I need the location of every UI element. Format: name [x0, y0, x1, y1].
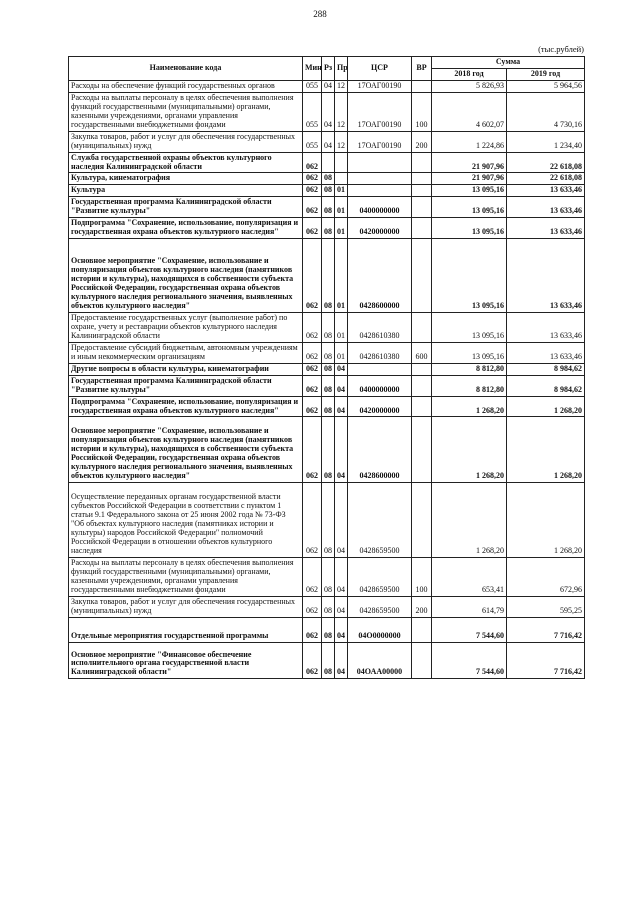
- cell-vr: [412, 483, 432, 558]
- cell-min: 055: [303, 131, 322, 152]
- cell-csr: 0428610380: [348, 312, 412, 342]
- cell-rz: 08: [322, 239, 335, 313]
- cell-name: Государственная программа Калининградской области "Развитие культуры": [69, 375, 303, 396]
- cell-y2018: 13 095,16: [432, 342, 507, 363]
- cell-pr: 01: [335, 185, 348, 197]
- cell-csr: 0428610380: [348, 342, 412, 363]
- cell-y2018: 13 095,16: [432, 218, 507, 239]
- cell-y2019: 1 268,20: [507, 417, 585, 483]
- table-row: [69, 617, 585, 642]
- table-row: [69, 185, 585, 197]
- cell-min: 062: [303, 396, 322, 417]
- table-row: [69, 557, 585, 596]
- cell-min: 062: [303, 375, 322, 396]
- header-2018: 2018 год: [432, 68, 507, 80]
- cell-vr: [412, 197, 432, 218]
- cell-csr: 0420000000: [348, 396, 412, 417]
- cell-y2018: 7 544,60: [432, 617, 507, 642]
- cell-y2019: 13 633,46: [507, 197, 585, 218]
- header-rz: Рз: [322, 57, 335, 81]
- cell-y2019: 672,96: [507, 557, 585, 596]
- cell-vr: [412, 173, 432, 185]
- cell-rz: [322, 152, 335, 173]
- unit-note: (тыс.рублей): [538, 44, 584, 54]
- header-2019: 2019 год: [507, 68, 585, 80]
- cell-csr: 0428659500: [348, 596, 412, 617]
- table-row: [69, 396, 585, 417]
- cell-min: 062: [303, 557, 322, 596]
- cell-csr: 0428659500: [348, 557, 412, 596]
- cell-y2019: 13 633,46: [507, 239, 585, 313]
- cell-y2019: 22 618,08: [507, 173, 585, 185]
- cell-name: Культура: [69, 185, 303, 197]
- cell-name: Расходы на обеспечение функций государственных органов: [69, 80, 303, 92]
- header-pr: Пр: [335, 57, 348, 81]
- cell-vr: [412, 617, 432, 642]
- cell-csr: 0400000000: [348, 197, 412, 218]
- cell-y2018: 1 268,20: [432, 396, 507, 417]
- cell-min: 062: [303, 185, 322, 197]
- cell-vr: 600: [412, 342, 432, 363]
- cell-pr: 12: [335, 131, 348, 152]
- cell-rz: 08: [322, 173, 335, 185]
- cell-min: 055: [303, 80, 322, 92]
- cell-name: Подпрограмма "Сохранение, использование, популяризация и государственная охрана объектов культурного наследия": [69, 218, 303, 239]
- cell-rz: 08: [322, 483, 335, 558]
- cell-vr: [412, 396, 432, 417]
- cell-y2018: 13 095,16: [432, 312, 507, 342]
- cell-y2018: 8 812,80: [432, 375, 507, 396]
- cell-name: Государственная программа Калининградской области "Развитие культуры": [69, 197, 303, 218]
- cell-vr: [412, 152, 432, 173]
- cell-pr: 01: [335, 197, 348, 218]
- cell-vr: [412, 642, 432, 679]
- header-name: Наименование кода: [69, 57, 303, 81]
- cell-pr: 04: [335, 483, 348, 558]
- cell-pr: [335, 152, 348, 173]
- cell-y2019: 7 716,42: [507, 642, 585, 679]
- cell-vr: 200: [412, 131, 432, 152]
- cell-rz: 08: [322, 557, 335, 596]
- cell-y2018: 653,41: [432, 557, 507, 596]
- cell-y2019: 1 268,20: [507, 396, 585, 417]
- table-row: [69, 197, 585, 218]
- table-row: [69, 342, 585, 363]
- cell-pr: 04: [335, 617, 348, 642]
- cell-pr: 04: [335, 417, 348, 483]
- cell-name: Расходы на выплаты персоналу в целях обеспечения выполнения функций государственными (муниципальными) органами, казенными учреждениями, органами управления государственными внебюджетными фондами: [69, 557, 303, 596]
- cell-vr: [412, 239, 432, 313]
- cell-y2018: 21 907,96: [432, 152, 507, 173]
- cell-name: Закупка товаров, работ и услуг для обеспечения государственных (муниципальных) нужд: [69, 131, 303, 152]
- cell-csr: 04ОАА00000: [348, 642, 412, 679]
- table-row: [69, 152, 585, 173]
- table-row: [69, 173, 585, 185]
- cell-y2018: 13 095,16: [432, 197, 507, 218]
- cell-y2019: 13 633,46: [507, 312, 585, 342]
- cell-name: Предоставление государственных услуг (выполнение работ) по охране, учету и реставрации объектов культурного наследия Калининградской области: [69, 312, 303, 342]
- cell-min: 062: [303, 312, 322, 342]
- table-row: [69, 596, 585, 617]
- cell-min: 062: [303, 642, 322, 679]
- cell-rz: 08: [322, 417, 335, 483]
- cell-y2018: 7 544,60: [432, 642, 507, 679]
- cell-rz: 04: [322, 80, 335, 92]
- cell-vr: [412, 363, 432, 375]
- cell-rz: 08: [322, 312, 335, 342]
- cell-csr: [348, 185, 412, 197]
- cell-csr: 0400000000: [348, 375, 412, 396]
- cell-min: 062: [303, 617, 322, 642]
- cell-y2019: 1 234,40: [507, 131, 585, 152]
- cell-min: 062: [303, 173, 322, 185]
- table-row: [69, 363, 585, 375]
- table-row: [69, 417, 585, 483]
- cell-rz: 04: [322, 131, 335, 152]
- cell-rz: 08: [322, 617, 335, 642]
- cell-name: Основное мероприятие "Финансовое обеспечение исполнительного органа государственной власти Калининградской области": [69, 642, 303, 679]
- cell-min: 062: [303, 239, 322, 313]
- cell-pr: [335, 173, 348, 185]
- cell-rz: 08: [322, 596, 335, 617]
- cell-min: 062: [303, 152, 322, 173]
- cell-y2018: 13 095,16: [432, 239, 507, 313]
- cell-min: 062: [303, 218, 322, 239]
- cell-csr: 0420000000: [348, 218, 412, 239]
- cell-vr: [412, 185, 432, 197]
- cell-min: 062: [303, 417, 322, 483]
- cell-y2018: 1 224,86: [432, 131, 507, 152]
- cell-rz: 08: [322, 197, 335, 218]
- cell-y2018: 5 826,93: [432, 80, 507, 92]
- header-csr: ЦСР: [348, 57, 412, 81]
- cell-pr: 12: [335, 92, 348, 131]
- cell-pr: 04: [335, 596, 348, 617]
- cell-y2018: 1 268,20: [432, 417, 507, 483]
- cell-csr: 17ОАГ00190: [348, 92, 412, 131]
- cell-min: 062: [303, 483, 322, 558]
- cell-y2018: 21 907,96: [432, 173, 507, 185]
- budget-table: [68, 56, 585, 679]
- cell-rz: 08: [322, 185, 335, 197]
- cell-name: Расходы на выплаты персоналу в целях обеспечения выполнения функций государственными (муниципальными) органами, казенными учреждениями, органами управления государственными внебюджетными фондами: [69, 92, 303, 131]
- cell-y2019: 595,25: [507, 596, 585, 617]
- cell-name: Осуществление переданных органам государственной власти субъектов Российской Федерации в соответствии с пунктом 1 статьи 9.1 Федерального закона от 25 июня 2002 года № 73-ФЗ "Об объектах культурного наследия (памятниках истории и культуры) народов Российской Федерации" полномочий Российской Федерации в отношении объектов культурного наследия: [69, 483, 303, 558]
- cell-rz: 08: [322, 375, 335, 396]
- cell-vr: [412, 80, 432, 92]
- cell-y2019: 5 964,56: [507, 80, 585, 92]
- cell-y2019: 13 633,46: [507, 185, 585, 197]
- cell-csr: 0428600000: [348, 417, 412, 483]
- cell-y2019: 7 716,42: [507, 617, 585, 642]
- cell-vr: 200: [412, 596, 432, 617]
- table-row: [69, 642, 585, 679]
- table-row: [69, 218, 585, 239]
- cell-y2018: 1 268,20: [432, 483, 507, 558]
- cell-rz: 08: [322, 396, 335, 417]
- table-row: [69, 131, 585, 152]
- cell-name: Другие вопросы в области культуры, кинематографии: [69, 363, 303, 375]
- cell-pr: 01: [335, 218, 348, 239]
- cell-pr: 01: [335, 239, 348, 313]
- cell-vr: 100: [412, 557, 432, 596]
- cell-pr: 01: [335, 342, 348, 363]
- cell-csr: 17ОАГ00190: [348, 80, 412, 92]
- header-sum: Сумма: [432, 57, 585, 69]
- cell-min: 062: [303, 363, 322, 375]
- cell-csr: 04О0000000: [348, 617, 412, 642]
- cell-min: 062: [303, 342, 322, 363]
- cell-rz: 08: [322, 218, 335, 239]
- cell-vr: [412, 218, 432, 239]
- table-row: [69, 239, 585, 313]
- page-number: 288: [313, 9, 327, 19]
- cell-pr: 01: [335, 312, 348, 342]
- table-row: [69, 312, 585, 342]
- cell-csr: [348, 363, 412, 375]
- cell-csr: 0428600000: [348, 239, 412, 313]
- cell-y2019: 1 268,20: [507, 483, 585, 558]
- header-row-1: [69, 57, 585, 69]
- cell-rz: 08: [322, 342, 335, 363]
- table-row: [69, 483, 585, 558]
- cell-name: Предоставление субсидий бюджетным, автономным учреждениям и иным некоммерческим организациям: [69, 342, 303, 363]
- cell-vr: [412, 312, 432, 342]
- header-min: Мин: [303, 57, 322, 81]
- cell-y2018: 614,79: [432, 596, 507, 617]
- cell-y2018: 8 812,80: [432, 363, 507, 375]
- cell-vr: 100: [412, 92, 432, 131]
- cell-vr: [412, 417, 432, 483]
- cell-csr: [348, 173, 412, 185]
- cell-pr: 04: [335, 557, 348, 596]
- cell-min: 062: [303, 596, 322, 617]
- cell-name: Основное мероприятие "Сохранение, использование и популяризация объектов культурного наследия (памятников истории и культуры), находящихся в собственности субъекта Российской Федерации, государственная охрана объектов культурного наследия регионального значения, выявленных объектов культурного наследия": [69, 417, 303, 483]
- cell-name: Закупка товаров, работ и услуг для обеспечения государственных (муниципальных) нужд: [69, 596, 303, 617]
- cell-pr: 12: [335, 80, 348, 92]
- cell-y2019: 4 730,16: [507, 92, 585, 131]
- cell-pr: 04: [335, 396, 348, 417]
- cell-csr: [348, 152, 412, 173]
- cell-name: Основное мероприятие "Сохранение, использование и популяризация объектов культурного наследия (памятников истории и культуры), находящихся в собственности субъекта Российской Федерации, государственная охрана объектов культурного наследия регионального значения, выявленных объектов культурного наследия": [69, 239, 303, 313]
- table-body: [69, 80, 585, 678]
- cell-rz: 08: [322, 642, 335, 679]
- cell-y2018: 13 095,16: [432, 185, 507, 197]
- header-vr: ВР: [412, 57, 432, 81]
- cell-csr: 17ОАГ00190: [348, 131, 412, 152]
- table-row: [69, 375, 585, 396]
- cell-rz: 04: [322, 92, 335, 131]
- cell-name: Подпрограмма "Сохранение, использование, популяризация и государственная охрана объектов культурного наследия": [69, 396, 303, 417]
- cell-name: Отдельные мероприятия государственной программы: [69, 617, 303, 642]
- table-row: [69, 92, 585, 131]
- cell-y2019: 13 633,46: [507, 218, 585, 239]
- cell-y2019: 8 984,62: [507, 363, 585, 375]
- cell-name: Служба государственной охраны объектов культурного наследия Калининградской области: [69, 152, 303, 173]
- cell-y2019: 8 984,62: [507, 375, 585, 396]
- cell-csr: 0428659500: [348, 483, 412, 558]
- cell-pr: 04: [335, 642, 348, 679]
- cell-pr: 04: [335, 363, 348, 375]
- cell-y2018: 4 602,07: [432, 92, 507, 131]
- cell-name: Культура, кинематография: [69, 173, 303, 185]
- cell-vr: [412, 375, 432, 396]
- table-row: [69, 80, 585, 92]
- cell-pr: 04: [335, 375, 348, 396]
- cell-min: 062: [303, 197, 322, 218]
- cell-rz: 08: [322, 363, 335, 375]
- cell-y2019: 22 618,08: [507, 152, 585, 173]
- cell-min: 055: [303, 92, 322, 131]
- cell-y2019: 13 633,46: [507, 342, 585, 363]
